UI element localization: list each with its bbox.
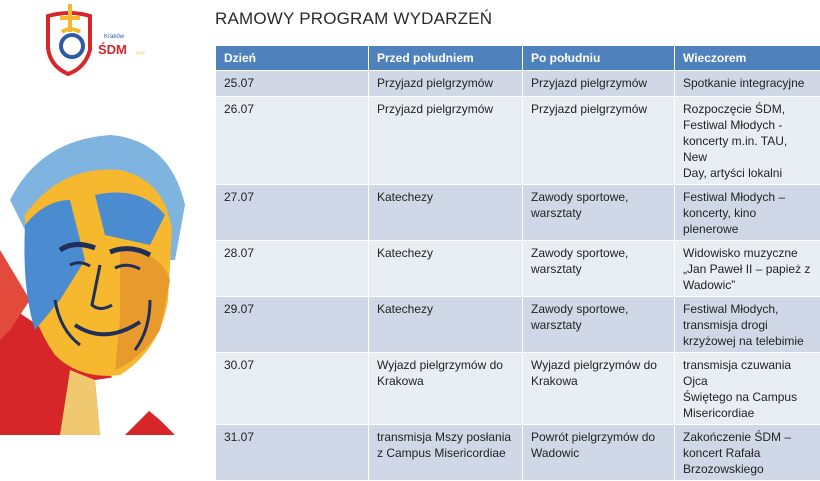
cell-morning: Katechezy [369,241,523,297]
header-day: Dzień [216,46,369,71]
table-row [216,241,820,297]
logo-year: 2016 [136,50,146,55]
cell-day: 25.07 [216,71,369,97]
cell-morning: Katechezy [369,297,523,353]
cell-day: 26.07 [216,97,369,185]
cell-day: 31.07 [216,425,369,481]
schedule-table [215,45,820,481]
cell-day: 28.07 [216,241,369,297]
cell-evening: Widowisko muzyczne „Jan Paweł II – papież z Wadowic” [675,241,820,297]
sdm-logo [40,2,150,80]
cell-afternoon: Zawody sportowe, warsztaty [523,185,675,241]
schedule-header-row [216,46,820,71]
cell-afternoon: Zawody sportowe, warsztaty [523,241,675,297]
cell-evening: transmisja czuwania Ojca Świętego na Campus Misericordiae [675,353,820,425]
header-afternoon: Po południu [523,46,675,71]
cell-afternoon: Przyjazd pielgrzymów [523,97,675,185]
cell-evening: Zakończenie ŚDM – koncert Rafała Brzozowskiego [675,425,820,481]
cell-afternoon: Przyjazd pielgrzymów [523,71,675,97]
cell-afternoon: Powrót pielgrzymów do Wadowic [523,425,675,481]
cell-evening: Rozpoczęcie ŚDM, Festiwal Młodych - koncerty m.in. TAU, New Day, artyści lokalni [675,97,820,185]
logo-acronym: ŚDM [98,42,127,57]
table-row [216,353,820,425]
logo-city: Kraków [104,34,125,40]
cell-morning: transmisja Mszy posłania z Campus Misericordiae [369,425,523,481]
cell-evening: Spotkanie integracyjne [675,71,820,97]
cell-morning: Wyjazd pielgrzymów do Krakowa [369,353,523,425]
cell-afternoon: Zawody sportowe, warsztaty [523,297,675,353]
table-row [216,425,820,481]
cell-day: 27.07 [216,185,369,241]
table-row [216,185,820,241]
table-row [216,297,820,353]
cell-morning: Przyjazd pielgrzymów [369,71,523,97]
header-morning: Przed południem [369,46,523,71]
cell-morning: Przyjazd pielgrzymów [369,97,523,185]
cell-evening: Festiwal Młodych – koncerty, kino plenerowe [675,185,820,241]
cell-evening: Festiwal Młodych, transmisja drogi krzyżowej na telebimie [675,297,820,353]
cell-morning: Katechezy [369,185,523,241]
table-row [216,71,820,97]
table-row [216,97,820,185]
cell-afternoon: Wyjazd pielgrzymów do Krakowa [523,353,675,425]
page-title: RAMOWY PROGRAM WYDARZEŃ [215,9,492,29]
cell-day: 29.07 [216,297,369,353]
cell-day: 30.07 [216,353,369,425]
header-evening: Wieczorem [675,46,820,71]
